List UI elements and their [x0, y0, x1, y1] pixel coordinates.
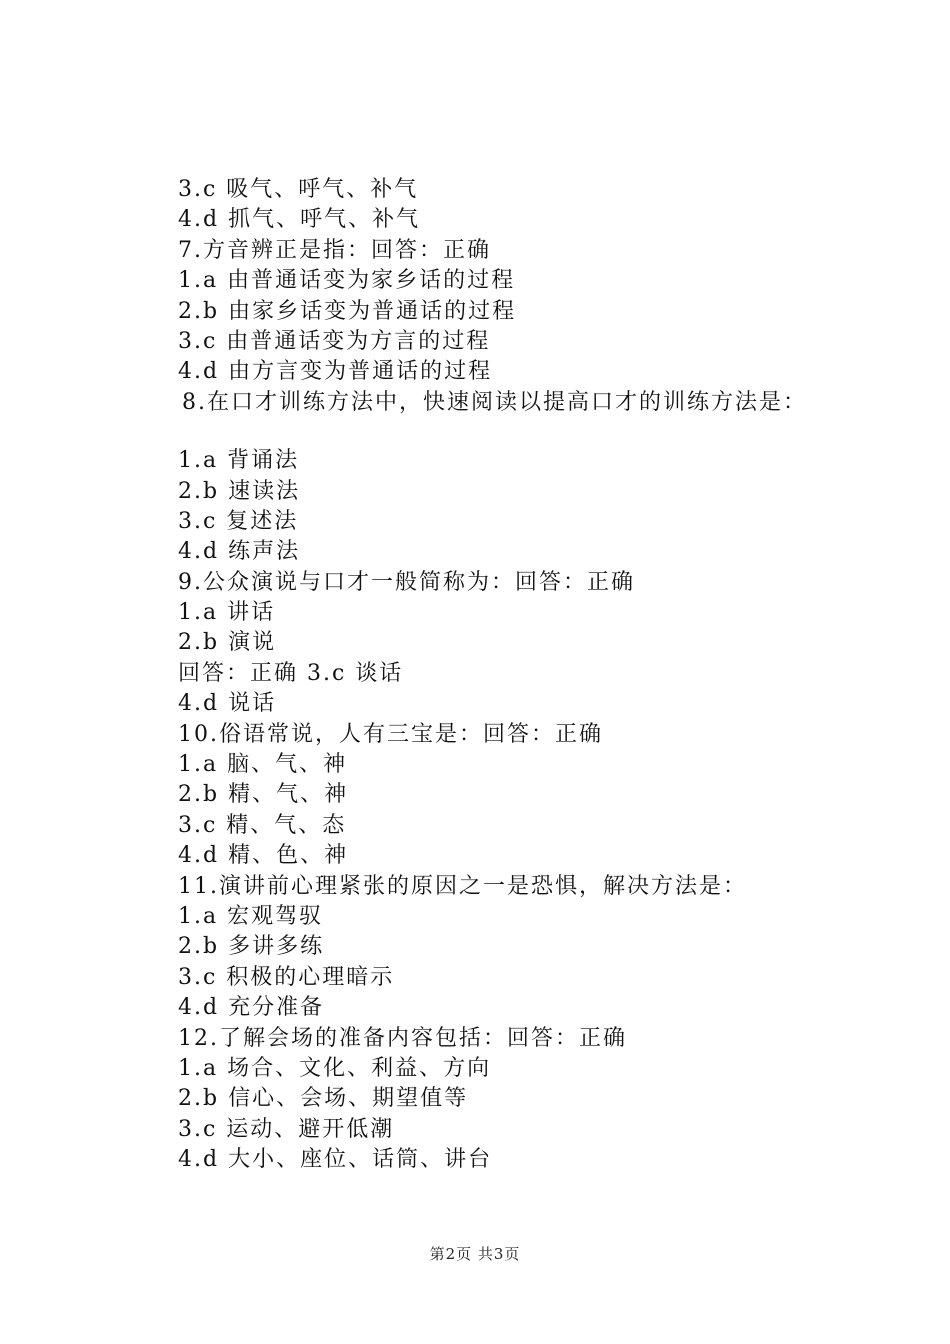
- option-line: 1.a 由普通话变为家乡话的过程: [178, 268, 516, 294]
- option-line: 2.b 精、气、神: [178, 782, 349, 808]
- option-line: 2.b 演说: [178, 630, 277, 656]
- document-body: [178, 175, 878, 1176]
- question-line: 8.在口才训练方法中，快速阅读以提高口才的训练方法是：: [182, 389, 807, 415]
- blank-line: [178, 418, 878, 446]
- option-line: 回答：正确 3.c 谈话: [178, 660, 404, 686]
- option-line: 3.c 复述法: [178, 508, 299, 534]
- option-line: 1.a 宏观驾驭: [178, 903, 324, 929]
- option-line: 3.c 由普通话变为方言的过程: [178, 328, 491, 354]
- option-line: 2.b 由家乡话变为普通话的过程: [178, 298, 517, 324]
- option-line: 4.d 精、色、神: [178, 843, 349, 869]
- question-line: 7.方音辨正是指：回答：正确: [178, 237, 491, 263]
- option-line: 3.c 运动、避开低潮: [178, 1116, 395, 1142]
- option-line: 2.b 信心、会场、期望值等: [178, 1086, 469, 1112]
- question-line: 10.俗语常说，人有三宝是：回答：正确: [178, 721, 603, 747]
- option-line: 4.d 由方言变为普通话的过程: [178, 359, 493, 385]
- option-line: 1.a 场合、文化、利益、方向: [178, 1055, 492, 1081]
- question-line: 12.了解会场的准备内容包括：回答：正确: [178, 1025, 627, 1051]
- text-line: 4.d 抓气、呼气、补气: [178, 207, 421, 233]
- option-line: 4.d 说话: [178, 691, 277, 717]
- option-line: 4.d 练声法: [178, 539, 301, 565]
- option-line: 2.b 多讲多练: [178, 934, 325, 960]
- option-line: 4.d 充分准备: [178, 995, 325, 1021]
- option-line: 2.b 速读法: [178, 478, 301, 504]
- option-line: 1.a 背诵法: [178, 448, 300, 474]
- option-line: 4.d 大小、座位、话筒、讲台: [178, 1147, 493, 1173]
- page-footer: 第2页 共3页: [429, 1245, 521, 1263]
- text-line: 3.c 吸气、呼气、补气: [178, 177, 419, 202]
- option-line: 1.a 讲话: [178, 600, 276, 626]
- question-line: 9.公众演说与口才一般简称为：回答：正确: [178, 569, 635, 595]
- option-line: 3.c 精、气、态: [178, 812, 347, 838]
- option-line: 3.c 积极的心理暗示: [178, 964, 395, 990]
- question-line: 11.演讲前心理紧张的原因之一是恐惧，解决方法是：: [178, 873, 747, 899]
- option-line: 1.a 脑、气、神: [178, 752, 348, 778]
